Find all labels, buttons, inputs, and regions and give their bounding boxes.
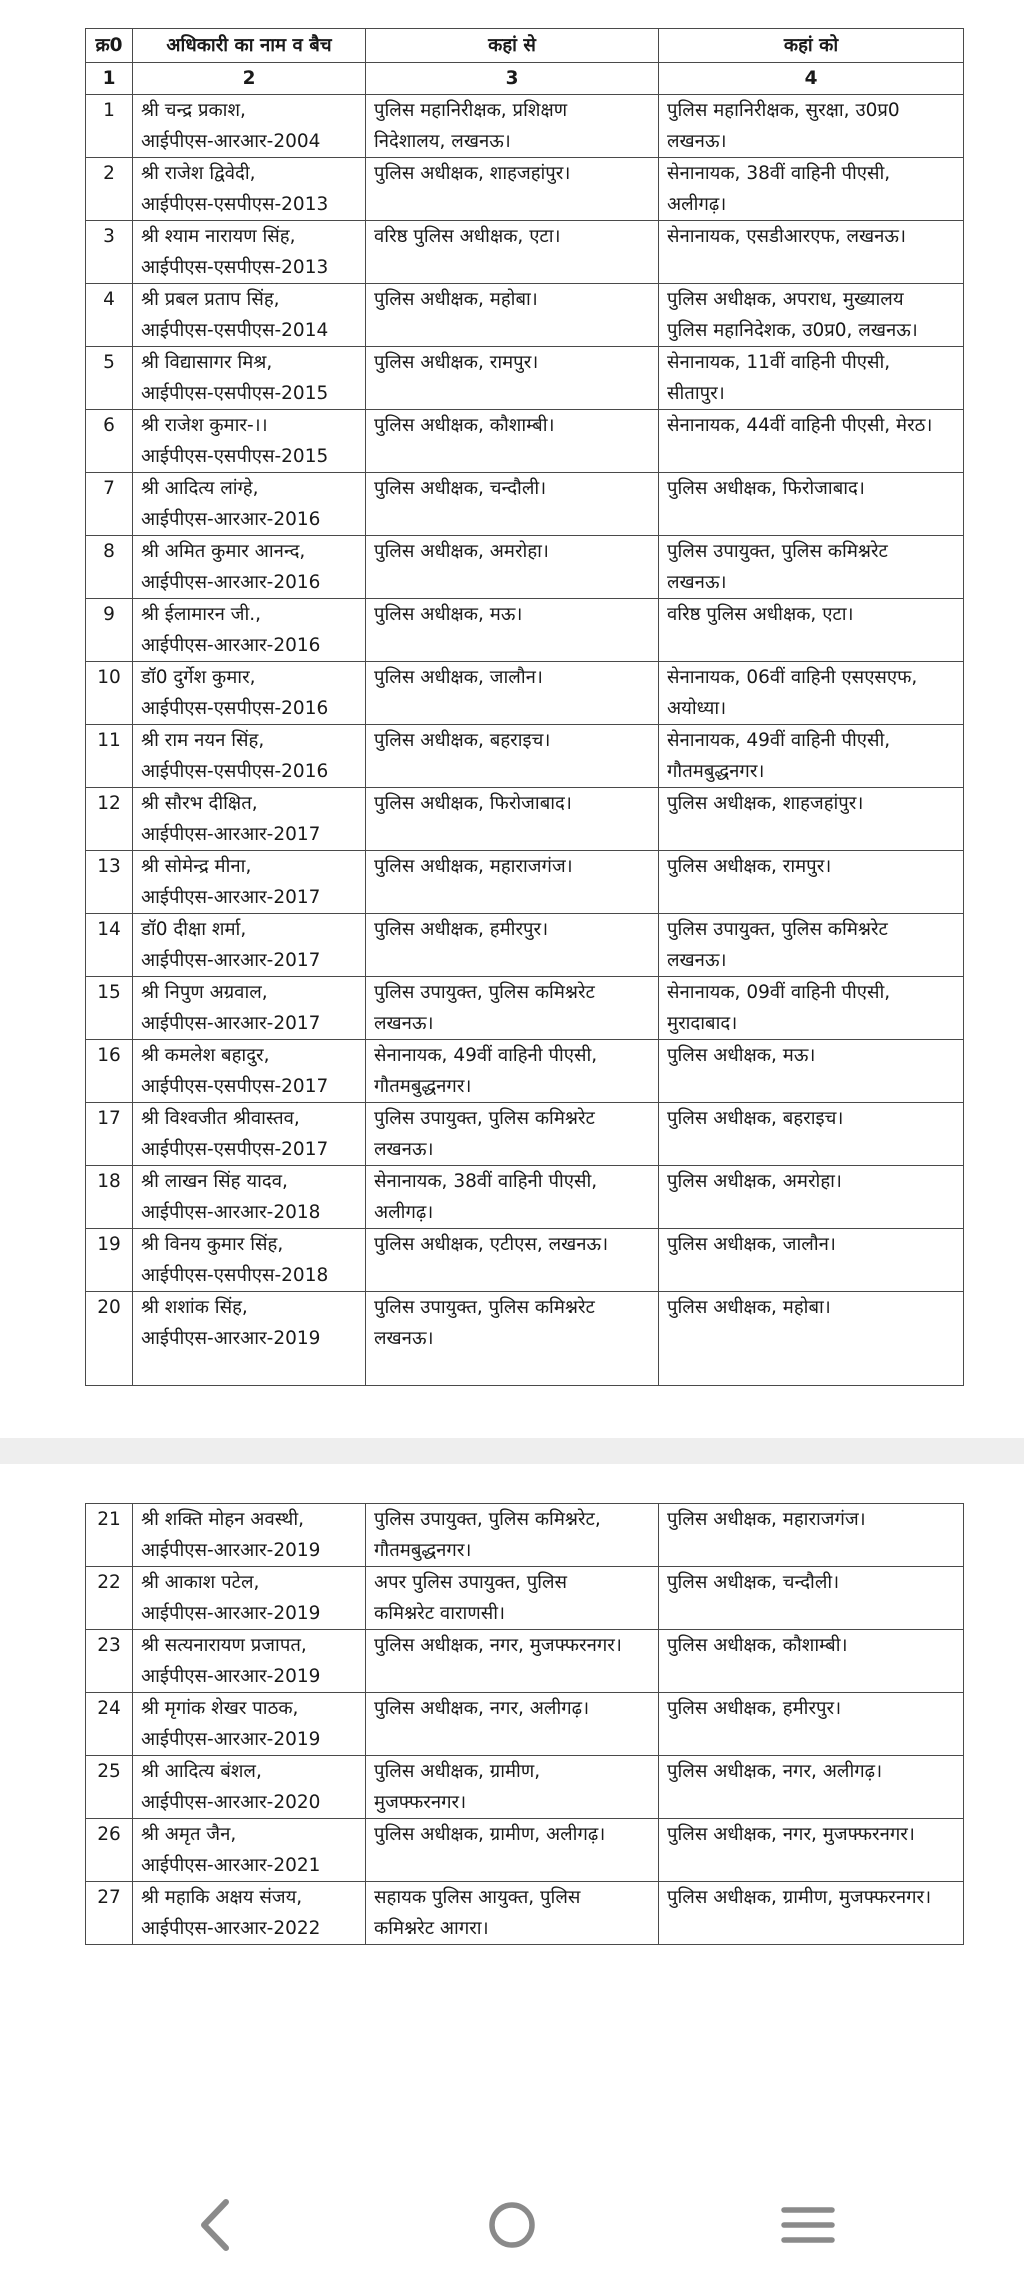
table-row [86, 1630, 964, 1693]
officer-batch: आईपीएस-आरआर-2016 [141, 509, 321, 530]
officer-batch: आईपीएस-एसपीएस-2017 [141, 1076, 329, 1097]
to-posting-line: अयोध्या। [667, 698, 727, 719]
to-posting-line: पुलिस अधीक्षक, नगर, अलीगढ़। [667, 1761, 883, 1782]
officer-cell [133, 536, 366, 599]
table-row [86, 347, 964, 410]
officer-name: श्री लाखन सिंह यादव, [141, 1171, 288, 1192]
officer-batch: आईपीएस-एसपीएस-2014 [141, 320, 329, 341]
table-row [86, 1693, 964, 1756]
to-posting-cell [659, 1103, 964, 1166]
serial-number: 4 [86, 284, 133, 347]
officer-name: श्री प्रबल प्रताप सिंह, [141, 289, 280, 310]
to-posting-cell [659, 1630, 964, 1693]
officer-name: श्री आदित्य बंशल, [141, 1761, 262, 1782]
from-posting-line: कमिश्नरेट वाराणसी। [374, 1603, 506, 1624]
serial-number: 5 [86, 347, 133, 410]
header-officer-name-batch: अधिकारी का नाम व बैच [133, 29, 366, 63]
serial-number: 10 [86, 662, 133, 725]
from-posting-line: निदेशालय, लखनऊ। [374, 131, 511, 152]
from-posting-line: लखनऊ। [374, 1139, 434, 1160]
to-posting-line: सेनानायक, 06वीं वाहिनी एसएसएफ, [667, 667, 918, 688]
to-posting-line: पुलिस उपायुक्त, पुलिस कमिश्नरेट [667, 541, 888, 562]
from-posting-cell [366, 95, 659, 158]
system-navigation-bar [0, 2170, 1024, 2283]
officer-cell [133, 1819, 366, 1882]
from-posting-cell [366, 914, 659, 977]
to-posting-line: पुलिस अधीक्षक, कौशाम्बी। [667, 1635, 848, 1656]
hamburger-menu-icon [768, 2190, 848, 2260]
officer-batch: आईपीएस-आरआर-2019 [141, 1540, 321, 1561]
from-posting-line: लखनऊ। [374, 1013, 434, 1034]
officer-name: श्री सौरभ दीक्षित, [141, 793, 258, 814]
from-posting-cell [366, 1292, 659, 1386]
to-posting-cell [659, 284, 964, 347]
from-posting-cell [366, 1630, 659, 1693]
from-posting-cell [366, 536, 659, 599]
to-posting-cell [659, 410, 964, 473]
officer-name: श्री चन्द्र प्रकाश, [141, 100, 246, 121]
to-posting-cell [659, 1292, 964, 1386]
to-posting-cell [659, 977, 964, 1040]
from-posting-cell [366, 1103, 659, 1166]
header-from: कहां से [366, 29, 659, 63]
officer-cell [133, 851, 366, 914]
officer-cell [133, 1504, 366, 1567]
to-posting-line: पुलिस अधीक्षक, मऊ। [667, 1045, 816, 1066]
officer-name: श्री विद्यासागर मिश्र, [141, 352, 273, 373]
officer-name: श्री राजेश कुमार-।। [141, 415, 268, 436]
to-posting-line: गौतमबुद्धनगर। [667, 761, 765, 782]
serial-number: 25 [86, 1756, 133, 1819]
officer-batch: आईपीएस-आरआर-2019 [141, 1729, 321, 1750]
column-number: 3 [366, 63, 659, 95]
table-row [86, 662, 964, 725]
table-row [86, 1166, 964, 1229]
officer-batch: आईपीएस-आरआर-2021 [141, 1855, 321, 1876]
table-row [86, 1040, 964, 1103]
officer-cell [133, 1229, 366, 1292]
page-divider [0, 1438, 1024, 1464]
to-posting-cell [659, 725, 964, 788]
officer-name: श्री श्याम नारायण सिंह, [141, 226, 296, 247]
officer-batch: आईपीएस-एसपीएस-2016 [141, 698, 329, 719]
to-posting-cell [659, 1693, 964, 1756]
officer-batch: आईपीएस-एसपीएस-2015 [141, 383, 329, 404]
serial-number: 7 [86, 473, 133, 536]
from-posting-line: पुलिस अधीक्षक, मऊ। [374, 604, 523, 625]
transfer-table-page-2 [85, 1503, 964, 1945]
table-header-row [86, 29, 964, 63]
to-posting-cell [659, 347, 964, 410]
to-posting-line: लखनऊ। [667, 572, 727, 593]
to-posting-line: पुलिस अधीक्षक, फिरोजाबाद। [667, 478, 865, 499]
to-posting-line: पुलिस अधीक्षक, महोबा। [667, 1297, 831, 1318]
column-number-row [86, 63, 964, 95]
officer-cell [133, 1756, 366, 1819]
to-posting-line: लखनऊ। [667, 950, 727, 971]
serial-number: 13 [86, 851, 133, 914]
home-button[interactable] [472, 2190, 552, 2260]
officer-name: डॉ0 दीक्षा शर्मा, [141, 919, 247, 940]
from-posting-line: पुलिस अधीक्षक, महाराजगंज। [374, 856, 573, 877]
officer-cell [133, 221, 366, 284]
from-posting-line: वरिष्ठ पुलिस अधीक्षक, एटा। [374, 226, 561, 247]
table-row [86, 1819, 964, 1882]
table-row [86, 410, 964, 473]
from-posting-cell [366, 221, 659, 284]
to-posting-line: पुलिस अधीक्षक, रामपुर। [667, 856, 832, 877]
serial-number: 19 [86, 1229, 133, 1292]
serial-number: 8 [86, 536, 133, 599]
serial-number: 27 [86, 1882, 133, 1945]
officer-cell [133, 977, 366, 1040]
officer-cell [133, 158, 366, 221]
officer-cell [133, 1567, 366, 1630]
officer-cell [133, 473, 366, 536]
officer-cell [133, 1040, 366, 1103]
officer-batch: आईपीएस-आरआर-2019 [141, 1328, 321, 1349]
serial-number: 17 [86, 1103, 133, 1166]
from-posting-line: अपर पुलिस उपायुक्त, पुलिस [374, 1572, 568, 1593]
chevron-left-icon [176, 2190, 256, 2260]
serial-number: 21 [86, 1504, 133, 1567]
serial-number: 22 [86, 1567, 133, 1630]
officer-name: श्री ईलामारन जी., [141, 604, 262, 625]
officer-batch: आईपीएस-एसपीएस-2018 [141, 1265, 329, 1286]
from-posting-line: पुलिस अधीक्षक, अमरोहा। [374, 541, 549, 562]
to-posting-cell [659, 536, 964, 599]
serial-number: 11 [86, 725, 133, 788]
officer-batch: आईपीएस-आरआर-2022 [141, 1918, 321, 1939]
to-posting-line: सेनानायक, 09वीं वाहिनी पीएसी, [667, 982, 891, 1003]
from-posting-cell [366, 662, 659, 725]
from-posting-cell [366, 410, 659, 473]
from-posting-cell [366, 725, 659, 788]
officer-batch: आईपीएस-आरआर-2017 [141, 887, 321, 908]
serial-number: 15 [86, 977, 133, 1040]
officer-batch: आईपीएस-आरआर-2004 [141, 131, 321, 152]
serial-number: 6 [86, 410, 133, 473]
officer-cell [133, 1630, 366, 1693]
from-posting-line: गौतमबुद्धनगर। [374, 1540, 472, 1561]
officer-name: श्री आदित्य लांग्हे, [141, 478, 259, 499]
officer-cell [133, 1693, 366, 1756]
from-posting-line: पुलिस अधीक्षक, कौशाम्बी। [374, 415, 555, 436]
serial-number: 20 [86, 1292, 133, 1386]
to-posting-line: पुलिस उपायुक्त, पुलिस कमिश्नरेट [667, 919, 888, 940]
to-posting-line: सेनानायक, 38वीं वाहिनी पीएसी, [667, 163, 891, 184]
from-posting-line: पुलिस अधीक्षक, फिरोजाबाद। [374, 793, 572, 814]
from-posting-line: पुलिस अधीक्षक, ग्रामीण, अलीगढ़। [374, 1824, 606, 1845]
table-row [86, 284, 964, 347]
to-posting-line: सेनानायक, एसडीआरएफ, लखनऊ। [667, 226, 906, 247]
table-row [86, 725, 964, 788]
table-row [86, 473, 964, 536]
table-row [86, 1229, 964, 1292]
column-number: 4 [659, 63, 964, 95]
officer-batch: आईपीएस-एसपीएस-2015 [141, 446, 329, 467]
officer-name: श्री महाकि अक्षय संजय, [141, 1887, 303, 1908]
from-posting-cell [366, 1166, 659, 1229]
officer-name: श्री शक्ति मोहन अवस्थी, [141, 1509, 305, 1530]
circle-home-icon [472, 2190, 552, 2260]
serial-number: 16 [86, 1040, 133, 1103]
from-posting-line: पुलिस अधीक्षक, बहराइच। [374, 730, 551, 751]
back-button[interactable] [176, 2190, 256, 2260]
from-posting-cell [366, 1693, 659, 1756]
to-posting-line: अलीगढ़। [667, 194, 727, 215]
from-posting-line: कमिश्नरेट आगरा। [374, 1918, 489, 1939]
from-posting-line: पुलिस अधीक्षक, नगर, मुजफ्फरनगर। [374, 1635, 622, 1656]
to-posting-cell [659, 1819, 964, 1882]
officer-batch: आईपीएस-आरआर-2019 [141, 1603, 321, 1624]
serial-number: 24 [86, 1693, 133, 1756]
table-row [86, 536, 964, 599]
menu-button[interactable] [768, 2190, 848, 2260]
to-posting-cell [659, 95, 964, 158]
to-posting-line: पुलिस महानिरीक्षक, सुरक्षा, उ0प्र0 [667, 100, 900, 121]
from-posting-cell [366, 347, 659, 410]
from-posting-line: पुलिस अधीक्षक, नगर, अलीगढ़। [374, 1698, 590, 1719]
officer-name: श्री अमित कुमार आनन्द, [141, 541, 306, 562]
to-posting-line: पुलिस महानिदेशक, उ0प्र0, लखनऊ। [667, 320, 918, 341]
officer-cell [133, 788, 366, 851]
table-row [86, 851, 964, 914]
to-posting-line: पुलिस अधीक्षक, शाहजहांपुर। [667, 793, 864, 814]
table-row [86, 95, 964, 158]
from-posting-line: पुलिस उपायुक्त, पुलिस कमिश्नरेट, [374, 1509, 601, 1530]
from-posting-line: पुलिस अधीक्षक, हमीरपुर। [374, 919, 549, 940]
officer-name: श्री आकाश पटेल, [141, 1572, 260, 1593]
from-posting-cell [366, 977, 659, 1040]
table-row [86, 977, 964, 1040]
to-posting-line: वरिष्ठ पुलिस अधीक्षक, एटा। [667, 604, 854, 625]
from-posting-line: लखनऊ। [374, 1328, 434, 1349]
from-posting-line: पुलिस अधीक्षक, जालौन। [374, 667, 543, 688]
officer-name: श्री विनय कुमार सिंह, [141, 1234, 284, 1255]
to-posting-cell [659, 851, 964, 914]
table-row [86, 1103, 964, 1166]
officer-cell [133, 1882, 366, 1945]
officer-name: श्री निपुण अग्रवाल, [141, 982, 268, 1003]
from-posting-cell [366, 1504, 659, 1567]
to-posting-cell [659, 914, 964, 977]
table-row [86, 914, 964, 977]
from-posting-line: पुलिस उपायुक्त, पुलिस कमिश्नरेट [374, 1108, 595, 1129]
from-posting-line: पुलिस अधीक्षक, चन्दौली। [374, 478, 547, 499]
to-posting-cell [659, 1504, 964, 1567]
officer-name: श्री सोमेन्द्र मीना, [141, 856, 252, 877]
table-row [86, 599, 964, 662]
to-posting-line: सेनानायक, 11वीं वाहिनी पीएसी, [667, 352, 891, 373]
from-posting-cell [366, 788, 659, 851]
to-posting-line: सीतापुर। [667, 383, 725, 404]
from-posting-line: पुलिस उपायुक्त, पुलिस कमिश्नरेट [374, 1297, 595, 1318]
table-row [86, 158, 964, 221]
serial-number: 2 [86, 158, 133, 221]
from-posting-cell [366, 1756, 659, 1819]
officer-batch: आईपीएस-आरआर-2019 [141, 1666, 321, 1687]
from-posting-line: सेनानायक, 49वीं वाहिनी पीएसी, [374, 1045, 598, 1066]
officer-name: डॉ0 दुर्गेश कुमार, [141, 667, 256, 688]
officer-batch: आईपीएस-आरआर-2016 [141, 572, 321, 593]
to-posting-cell [659, 473, 964, 536]
from-posting-line: पुलिस उपायुक्त, पुलिस कमिश्नरेट [374, 982, 595, 1003]
to-posting-line: सेनानायक, 49वीं वाहिनी पीएसी, [667, 730, 891, 751]
to-posting-cell [659, 1040, 964, 1103]
to-posting-line: पुलिस अधीक्षक, नगर, मुजफ्फरनगर। [667, 1824, 915, 1845]
officer-cell [133, 1103, 366, 1166]
officer-cell [133, 410, 366, 473]
officer-batch: आईपीएस-एसपीएस-2013 [141, 194, 329, 215]
officer-batch: आईपीएस-एसपीएस-2016 [141, 761, 329, 782]
to-posting-cell [659, 158, 964, 221]
column-number: 2 [133, 63, 366, 95]
to-posting-line: लखनऊ। [667, 131, 727, 152]
serial-number: 18 [86, 1166, 133, 1229]
officer-cell [133, 284, 366, 347]
to-posting-cell [659, 1567, 964, 1630]
officer-batch: आईपीएस-आरआर-2020 [141, 1792, 321, 1813]
from-posting-line: पुलिस अधीक्षक, शाहजहांपुर। [374, 163, 571, 184]
officer-name: श्री राजेश द्विवेदी, [141, 163, 256, 184]
to-posting-line: मुरादाबाद। [667, 1013, 738, 1034]
serial-number: 1 [86, 95, 133, 158]
officer-batch: आईपीएस-आरआर-2018 [141, 1202, 321, 1223]
from-posting-line: गौतमबुद्धनगर। [374, 1076, 472, 1097]
table-row [86, 1567, 964, 1630]
to-posting-line: पुलिस अधीक्षक, जालौन। [667, 1234, 836, 1255]
from-posting-cell [366, 1567, 659, 1630]
from-posting-cell [366, 599, 659, 662]
from-posting-line: पुलिस अधीक्षक, रामपुर। [374, 352, 539, 373]
to-posting-line: पुलिस अधीक्षक, ग्रामीण, मुजफ्फरनगर। [667, 1887, 932, 1908]
from-posting-cell [366, 284, 659, 347]
to-posting-line: पुलिस अधीक्षक, चन्दौली। [667, 1572, 840, 1593]
officer-name: श्री शशांक सिंह, [141, 1297, 248, 1318]
from-posting-line: पुलिस अधीक्षक, महोबा। [374, 289, 538, 310]
officer-cell [133, 1166, 366, 1229]
header-serial: क्र0 [86, 29, 133, 63]
to-posting-line: पुलिस अधीक्षक, बहराइच। [667, 1108, 844, 1129]
to-posting-line: पुलिस अधीक्षक, अमरोहा। [667, 1171, 842, 1192]
officer-name: श्री मृगांक शेखर पाठक, [141, 1698, 299, 1719]
officer-name: श्री सत्यनारायण प्रजापत, [141, 1635, 307, 1656]
to-posting-cell [659, 662, 964, 725]
officer-batch: आईपीएस-एसपीएस-2013 [141, 257, 329, 278]
from-posting-cell [366, 851, 659, 914]
serial-number: 26 [86, 1819, 133, 1882]
header-to: कहां को [659, 29, 964, 63]
officer-name: श्री विश्वजीत श्रीवास्तव, [141, 1108, 300, 1129]
to-posting-cell [659, 221, 964, 284]
to-posting-line: पुलिस अधीक्षक, अपराध, मुख्यालय [667, 289, 904, 310]
officer-cell [133, 1292, 366, 1386]
to-posting-line: पुलिस अधीक्षक, हमीरपुर। [667, 1698, 842, 1719]
officer-name: श्री राम नयन सिंह, [141, 730, 265, 751]
table-row [86, 1292, 964, 1386]
from-posting-cell [366, 1819, 659, 1882]
to-posting-cell [659, 1756, 964, 1819]
table-row [86, 221, 964, 284]
officer-cell [133, 95, 366, 158]
serial-number: 3 [86, 221, 133, 284]
officer-cell [133, 599, 366, 662]
from-posting-line: सेनानायक, 38वीं वाहिनी पीएसी, [374, 1171, 598, 1192]
from-posting-line: अलीगढ़। [374, 1202, 434, 1223]
officer-batch: आईपीएस-आरआर-2016 [141, 635, 321, 656]
transfer-table-page-1 [85, 28, 964, 1386]
officer-cell [133, 347, 366, 410]
officer-cell [133, 914, 366, 977]
to-posting-cell [659, 1882, 964, 1945]
officer-batch: आईपीएस-एसपीएस-2017 [141, 1139, 329, 1160]
officer-cell [133, 725, 366, 788]
from-posting-line: पुलिस महानिरीक्षक, प्रशिक्षण [374, 100, 568, 121]
from-posting-line: पुलिस अधीक्षक, एटीएस, लखनऊ। [374, 1234, 609, 1255]
serial-number: 23 [86, 1630, 133, 1693]
to-posting-cell [659, 599, 964, 662]
officer-cell [133, 662, 366, 725]
serial-number: 9 [86, 599, 133, 662]
officer-name: श्री अमृत जैन, [141, 1824, 237, 1845]
from-posting-cell [366, 158, 659, 221]
to-posting-cell [659, 1166, 964, 1229]
officer-batch: आईपीएस-आरआर-2017 [141, 824, 321, 845]
to-posting-line: सेनानायक, 44वीं वाहिनी पीएसी, मेरठ। [667, 415, 933, 436]
table-row [86, 788, 964, 851]
from-posting-cell [366, 473, 659, 536]
column-number: 1 [86, 63, 133, 95]
table-row [86, 1882, 964, 1945]
to-posting-line: पुलिस अधीक्षक, महाराजगंज। [667, 1509, 866, 1530]
officer-batch: आईपीएस-आरआर-2017 [141, 1013, 321, 1034]
table-row [86, 1756, 964, 1819]
officer-name: श्री कमलेश बहादुर, [141, 1045, 270, 1066]
from-posting-line: पुलिस अधीक्षक, ग्रामीण, [374, 1761, 541, 1782]
from-posting-line: सहायक पुलिस आयुक्त, पुलिस [374, 1887, 581, 1908]
to-posting-cell [659, 1229, 964, 1292]
from-posting-line: मुजफ्फरनगर। [374, 1792, 467, 1813]
officer-batch: आईपीएस-आरआर-2017 [141, 950, 321, 971]
serial-number: 12 [86, 788, 133, 851]
table-row [86, 1504, 964, 1567]
from-posting-cell [366, 1040, 659, 1103]
from-posting-cell [366, 1229, 659, 1292]
from-posting-cell [366, 1882, 659, 1945]
serial-number: 14 [86, 914, 133, 977]
to-posting-cell [659, 788, 964, 851]
